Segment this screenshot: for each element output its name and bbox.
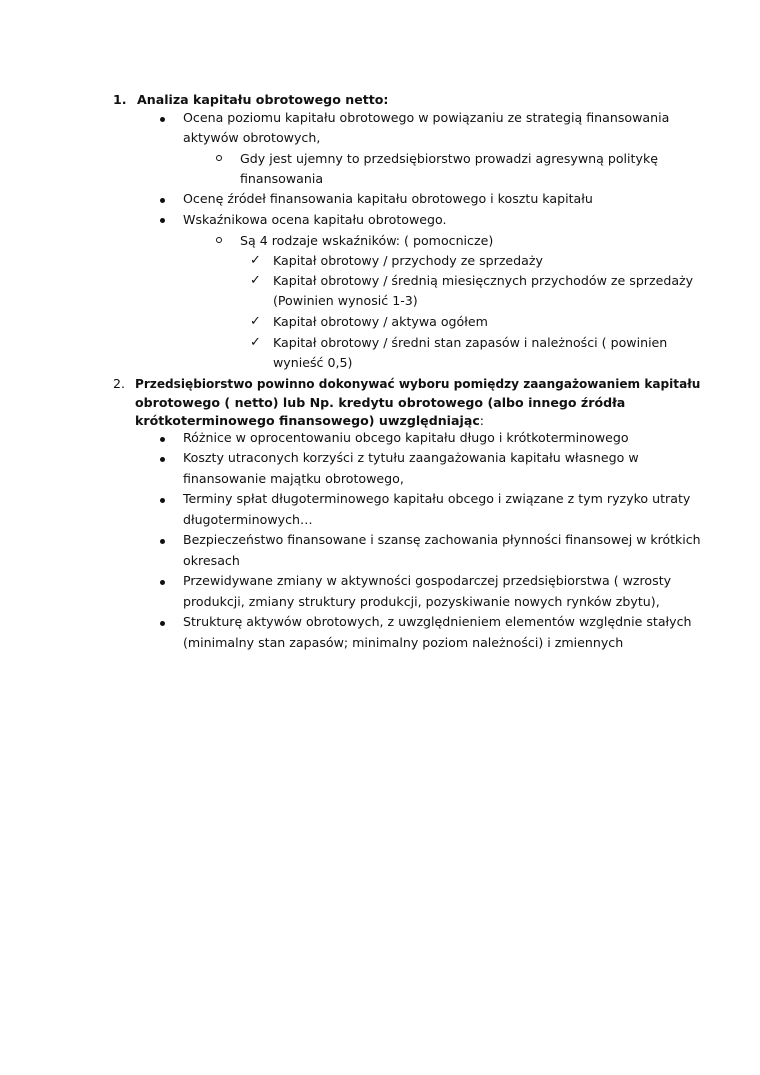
- list-item: Strukturę aktywów obrotowych, z uwzględnieniem elementów względnie stałych: [183, 614, 692, 629]
- circle-bullet-icon: [216, 237, 222, 243]
- bullet-icon: [160, 437, 165, 442]
- section-title-continuation: obrotowego ( netto) lub Np. kredytu obrotowego (albo innego źródła: [135, 395, 626, 410]
- bullet-icon: [160, 198, 165, 203]
- sub-list-item: Są 4 rodzaje wskaźników: ( pomocnicze): [240, 233, 494, 248]
- check-item: Kapitał obrotowy / średni stan zapasów i należności ( powinien: [273, 335, 668, 350]
- checkmark-icon: ✓: [250, 314, 261, 329]
- section-number: 1.: [113, 92, 127, 107]
- checkmark-icon: ✓: [250, 335, 261, 350]
- bullet-icon: [160, 621, 165, 626]
- checkmark-icon: ✓: [250, 273, 261, 288]
- section-number: 2.: [113, 376, 126, 391]
- list-item-continuation: długoterminowych…: [183, 512, 313, 527]
- check-item-continuation: wynieść 0,5): [273, 355, 353, 370]
- list-item-continuation: aktywów obrotowych,: [183, 130, 321, 145]
- check-item: Kapitał obrotowy / średnią miesięcznych przychodów ze sprzedaży: [273, 273, 694, 288]
- section-title: Przedsiębiorstwo powinno dokonywać wyboru pomiędzy zaangażowaniem kapitału: [135, 377, 701, 391]
- list-item-continuation: okresach: [183, 553, 240, 568]
- list-item: Bezpieczeństwo finansowane i szansę zachowania płynności finansowej w krótkich: [183, 532, 701, 547]
- circle-bullet-icon: [216, 155, 222, 161]
- list-item: Wskaźnikowa ocena kapitału obrotowego.: [183, 212, 447, 227]
- section-title: Analiza kapitału obrotowego netto:: [137, 92, 389, 107]
- section-title-colon: :: [479, 413, 485, 428]
- bullet-icon: [160, 457, 165, 462]
- section-title-text: krótkoterminowego finansowego) uwzględniając: [135, 413, 480, 428]
- bullet-icon: [160, 539, 165, 544]
- checkmark-icon: ✓: [250, 253, 261, 268]
- sub-list-item: Gdy jest ujemny to przedsiębiorstwo prowadzi agresywną politykę: [240, 151, 658, 166]
- check-item: Kapitał obrotowy / aktywa ogółem: [273, 314, 488, 329]
- list-item: Ocenę źródeł finansowania kapitału obrotowego i kosztu kapitału: [183, 191, 593, 206]
- check-item-continuation: (Powinien wynosić 1-3): [273, 293, 418, 308]
- sub-list-item-continuation: finansowania: [240, 171, 324, 186]
- list-item-continuation: (minimalny stan zapasów; minimalny poziom należności) i zmiennych: [183, 635, 624, 650]
- list-item: Przewidywane zmiany w aktywności gospodarczej przedsiębiorstwa ( wzrosty: [183, 573, 672, 588]
- bullet-icon: [160, 218, 165, 223]
- bullet-icon: [160, 580, 165, 585]
- list-item: Różnice w oprocentowaniu obcego kapitału długo i krótkoterminowego: [183, 430, 629, 445]
- list-item: Terminy spłat długoterminowego kapitału obcego i związane z tym ryzyko utraty: [183, 491, 691, 506]
- bullet-icon: [160, 498, 165, 503]
- bullet-icon: [160, 117, 165, 122]
- list-item-continuation: finansowanie majątku obrotowego,: [183, 471, 404, 486]
- list-item-continuation: produkcji, zmiany struktury produkcji, pozyskiwanie nowych rynków zbytu),: [183, 594, 660, 609]
- check-item: Kapitał obrotowy / przychody ze sprzedaży: [273, 253, 543, 268]
- list-item: Ocena poziomu kapitału obrotowego w powiązaniu ze strategią finansowania: [183, 110, 670, 125]
- list-item: Koszty utraconych korzyści z tytułu zaangażowania kapitału własnego w: [183, 450, 639, 465]
